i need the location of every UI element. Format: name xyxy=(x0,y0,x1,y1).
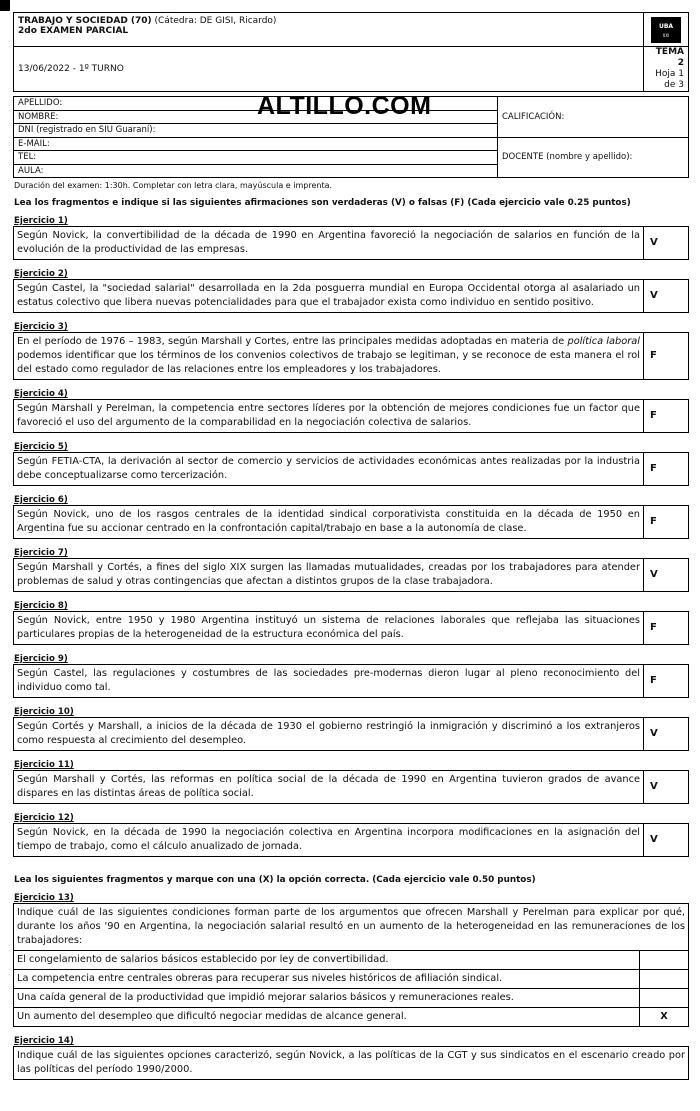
answer-box[interactable]: V xyxy=(644,227,689,260)
exercise-statement: Según Castel, las regulaciones y costumbres de las sociedades pre-modernas dieron lugar al pleno reconocimiento del individuo como tal. xyxy=(14,665,644,698)
section2-instructions: Lea los siguientes fragmentos y marque con una (X) la opción correcta. (Cada ejercicio vale 0.50 puntos) xyxy=(14,875,536,885)
duracion-note: Duración del examen: 1:30h. Completar con letra clara, mayúscula e imprenta. xyxy=(14,181,333,190)
exercise-title: Ejercicio 7) xyxy=(14,548,68,558)
exercise-statement: Según FETIA-CTA, la derivación al sector de comercio y servicios de actividades económicas antes realizadas por la industria debe conceptualizarse como tercerización. xyxy=(14,453,644,486)
exercise-statement xyxy=(14,333,644,380)
mc13-option xyxy=(14,951,689,970)
mc13-option xyxy=(14,1008,689,1027)
exercise-14-title: Ejercicio 14) xyxy=(14,1036,74,1046)
answer-box[interactable]: V xyxy=(644,771,689,804)
exercise-statement: Según Marshall y Cortés, las reformas en política social de la década de 1990 en Argentina tuvieron grados de avance dispares en las distintas áreas de política social. xyxy=(14,771,644,804)
field-nombre[interactable]: NOMBRE: xyxy=(14,110,498,124)
exercise-table xyxy=(13,226,689,260)
exercise-table xyxy=(13,770,689,804)
mc13-question: Indique cuál de las siguientes condiciones forman parte de los argumentos que ofrecen Marshall y Perelman para explicar por qué, durante los años '90 en Argentina, la negociación salarial resultó en un aumento de la heterogeneidad en las remuneraciones de los trabajadores: xyxy=(14,904,689,951)
exercise-title: Ejercicio 2) xyxy=(14,269,68,279)
exercise-table xyxy=(13,332,689,380)
exercise-table xyxy=(13,664,689,698)
field-dni[interactable]: DNI (registrado en SIU Guaraní): xyxy=(14,124,498,138)
answer-box[interactable]: F xyxy=(644,506,689,539)
exercise-title: Ejercicio 3) xyxy=(14,322,68,332)
tema: TEMA 2 xyxy=(655,47,684,68)
answer-box[interactable]: V xyxy=(644,824,689,857)
mc13-option xyxy=(14,970,689,989)
exercise-statement: Según Castel, la "sociedad salarial" desarrollada en la 2da posguerra mundial en Europa Occidental otorga al asalariado un estatus colectivo que libera nuevas potencialidades para que el trabajador exista como individuo en sentido positivo. xyxy=(14,280,644,313)
exercise-1 xyxy=(13,216,689,260)
answer-box[interactable]: F xyxy=(644,665,689,698)
logo-text: UBA xyxy=(658,22,674,30)
exercise-4 xyxy=(13,389,689,433)
exam-name: 2do EXAMEN PARCIAL xyxy=(18,26,129,36)
answer-box[interactable]: F xyxy=(644,612,689,645)
exercise-title: Ejercicio 5) xyxy=(14,442,68,452)
exercise-table xyxy=(13,823,689,857)
exercise-title: Ejercicio 1) xyxy=(14,216,68,226)
exam-header xyxy=(13,12,689,92)
logo-cell xyxy=(644,13,689,47)
statement-part: podemos identificar que los términos de los convenios colectivos de trabajo se legitiman, y se reconoce de esta manera el rol del estado como regulador de las relaciones entre los empleadores y los trabajadores. xyxy=(17,350,640,375)
answer-box[interactable]: F xyxy=(644,333,689,380)
exercise-statement: Según Novick, en la década de 1990 la negociación colectiva en Argentina incorpora modificaciones en la asignación del tiempo de trabajo, como el cálculo anualizado de jornada. xyxy=(14,824,644,857)
exercise-table xyxy=(13,399,689,433)
option-mark-box[interactable] xyxy=(640,970,689,989)
hoja: Hoja 1 de 3 xyxy=(655,69,684,90)
exercise-title: Ejercicio 11) xyxy=(14,760,74,770)
logo-sub: XXI xyxy=(662,32,670,38)
corner-mark xyxy=(0,0,10,11)
option-mark-box[interactable] xyxy=(640,989,689,1008)
exercise-statement: Según Novick, uno de los rasgos centrales de la identidad sindical corporativista constituida en la década de 1950 en Argentina fue su accionar centrado en la confrontación capital/trabajo en base a la autonomía de clase. xyxy=(14,506,644,539)
statement-part: En el período de 1976 – 1983, según Marshall y Cortes, entre las principales medidas adoptadas en materia de xyxy=(17,336,568,347)
option-mark-box[interactable]: X xyxy=(640,1008,689,1027)
course-title-cell xyxy=(14,13,644,47)
exercise-statement: Según Novick, la convertibilidad de la década de 1990 en Argentina favoreció la negociación de salarios en función de la evolución de la productividad de las empresas. xyxy=(14,227,644,260)
exercise-5 xyxy=(13,442,689,486)
answer-box[interactable]: V xyxy=(644,280,689,313)
uba-logo xyxy=(651,17,681,43)
exercise-13-title: Ejercicio 13) xyxy=(14,893,74,903)
exercise-9 xyxy=(13,654,689,698)
mc14-question: Indique cuál de las siguientes opciones caracterizó, según Novick, a las políticas de la CGT y sus sindicatos en el escenario creado por las políticas del período 1990/2000. xyxy=(14,1047,689,1080)
exercise-table xyxy=(13,505,689,539)
field-tel[interactable]: TEL: xyxy=(14,151,498,165)
answer-box[interactable]: V xyxy=(644,559,689,592)
exercise-statement: Según Novick, entre 1950 y 1980 Argentina instituyó un sistema de relaciones laborales que reflejaba las situaciones particulares propias de la heterogeneidad de la estructura económica del país. xyxy=(14,612,644,645)
exercise-title: Ejercicio 6) xyxy=(14,495,68,505)
section1-instructions: Lea los fragmentos e indique si las siguientes afirmaciones son verdaderas (V) o falsas (F) (Cada ejercicio vale 0.25 puntos) xyxy=(14,198,631,208)
tf-exercises xyxy=(13,216,689,857)
answer-box[interactable]: F xyxy=(644,453,689,486)
option-mark-box[interactable] xyxy=(640,951,689,970)
exercise-title: Ejercicio 10) xyxy=(14,707,74,717)
exercise-table xyxy=(13,452,689,486)
field-docente[interactable]: DOCENTE (nombre y apellido): xyxy=(498,137,689,178)
field-calificacion[interactable]: CALIFICACIÓN: xyxy=(498,97,689,138)
option-text: Un aumento del desempleo que dificultó negociar medidas de alcance general. xyxy=(14,1008,640,1027)
statement-italic: política laboral xyxy=(567,336,640,347)
course-name: TRABAJO Y SOCIEDAD (70) xyxy=(18,16,152,26)
mc13-option xyxy=(14,989,689,1008)
answer-box[interactable]: F xyxy=(644,400,689,433)
field-aula[interactable]: AULA: xyxy=(14,164,498,178)
exam-sheet xyxy=(13,12,689,1089)
option-text: El congelamiento de salarios básicos establecido por ley de convertibilidad. xyxy=(14,951,640,970)
option-text: La competencia entre centrales obreras para recuperar sus niveles históricos de afiliación sindical. xyxy=(14,970,640,989)
answer-box[interactable]: V xyxy=(644,718,689,751)
tema-cell xyxy=(644,47,689,92)
option-text: Una caída general de la productividad que impidió mejorar salarios básicos y remuneraciones reales. xyxy=(14,989,640,1008)
exercise-title: Ejercicio 4) xyxy=(14,389,68,399)
exercise-10 xyxy=(13,707,689,751)
exercise-12 xyxy=(13,813,689,857)
date-turno: 13/06/2022 - 1º TURNO xyxy=(14,47,644,92)
watermark: ALTILLO.COM xyxy=(257,92,432,120)
exercise-statement: Según Marshall y Cortés, a fines del siglo XIX surgen las llamadas mutualidades, creadas por los trabajadores para atender problemas de salud y otras contingencias que afectan a distintos grupos de la clase trabajadora. xyxy=(14,559,644,592)
exercise-14 xyxy=(13,1036,689,1080)
exercise-table xyxy=(13,717,689,751)
exercise-title: Ejercicio 12) xyxy=(14,813,74,823)
exercise-3 xyxy=(13,322,689,380)
exercise-table xyxy=(13,611,689,645)
exercise-table xyxy=(13,279,689,313)
exercise-statement: Según Cortés y Marshall, a inicios de la década de 1930 el gobierno restringió la inmigración y discriminó a los extranjeros como respuesta al crecimiento del desempleo. xyxy=(14,718,644,751)
field-apellido[interactable]: APELLIDO: xyxy=(14,97,498,111)
exercise-13 xyxy=(13,893,689,1027)
mc13-table xyxy=(13,903,689,1027)
exercise-6 xyxy=(13,495,689,539)
exercise-2 xyxy=(13,269,689,313)
exercise-statement: Según Marshall y Perelman, la competencia entre sectores líderes por la obtención de mejores condiciones fue un factor que favoreció el uso del argumento de la comparabilidad en la negociación colectiva de salarios. xyxy=(14,400,644,433)
exercise-7 xyxy=(13,548,689,592)
exercise-11 xyxy=(13,760,689,804)
exercise-title: Ejercicio 9) xyxy=(14,654,68,664)
field-email[interactable]: E-MAIL: xyxy=(14,137,498,151)
exercise-table xyxy=(13,558,689,592)
catedra: (Cátedra: DE GISI, Ricardo) xyxy=(154,16,277,26)
exercise-title: Ejercicio 8) xyxy=(14,601,68,611)
mc14-table xyxy=(13,1046,689,1080)
exercise-8 xyxy=(13,601,689,645)
